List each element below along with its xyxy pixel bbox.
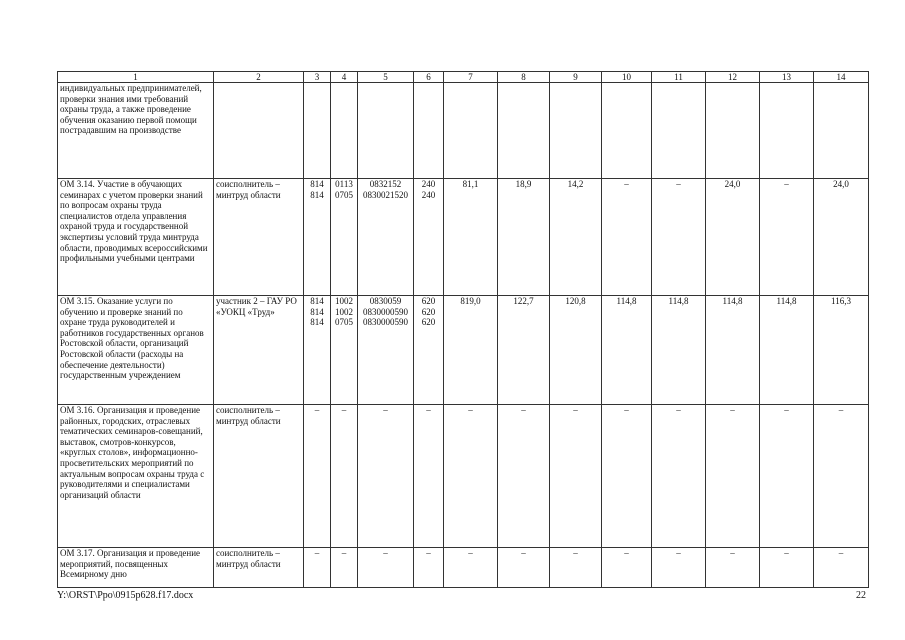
header-cell: 12 — [706, 72, 760, 83]
gr-code-cell: – — [304, 548, 331, 588]
year-value-cell — [652, 83, 706, 179]
header-cell: 6 — [414, 72, 444, 83]
gr-code-cell: – — [304, 405, 331, 548]
year-value-cell: 14,2 — [550, 179, 602, 296]
code-line: 0832152 — [369, 179, 402, 189]
year-value-cell: – — [602, 548, 652, 588]
measure-name-cell: ОМ 3.16. Организация и проведение районных, городских, отраслевых тематических семинаров-совещаний, выставок, смотров-конкурсов, «круглых столов», информационно-просветительских мероприятий по актуальным вопросам охраны труда с руководителями и специалистами организаций области — [58, 405, 214, 548]
code-line: 240 — [421, 189, 436, 200]
target-code-cell: – — [358, 405, 414, 548]
year-value-cell — [498, 83, 550, 179]
code-line: 0830059 — [369, 296, 402, 306]
gr-code-cell — [304, 179, 331, 296]
measure-name-cell: индивидуальных предпринимателей, проверки знания ими требований охраны труда, а также проведение обучения оказанию первой помощи пострадавшим на производстве — [58, 83, 214, 179]
code-line: 1002 — [335, 296, 353, 306]
year-value-cell: 116,3 — [814, 296, 869, 405]
header-cell: 7 — [444, 72, 498, 83]
gr-code-cell — [304, 83, 331, 179]
header-cell: 1 — [58, 72, 214, 83]
table-row — [58, 405, 869, 548]
total-cell: 81,1 — [444, 179, 498, 296]
header-cell: 5 — [358, 72, 414, 83]
year-value-cell: – — [760, 179, 814, 296]
year-value-cell — [602, 83, 652, 179]
year-value-cell: – — [652, 405, 706, 548]
total-cell: – — [444, 548, 498, 588]
header-cell: 10 — [602, 72, 652, 83]
header-cell: 4 — [331, 72, 358, 83]
section-code-cell: – — [331, 548, 358, 588]
code-line: 0113 — [335, 179, 353, 189]
executor-cell: соисполнитель – минтруд области — [214, 548, 304, 588]
code-line: 1002 — [335, 306, 353, 317]
total-cell: – — [444, 405, 498, 548]
year-value-cell — [706, 83, 760, 179]
budget-table — [57, 71, 869, 588]
file-path-footer: Y:\ORST\Ppo\0915p628.f17.docx — [57, 590, 194, 601]
executor-cell — [214, 83, 304, 179]
header-cell: 8 — [498, 72, 550, 83]
year-value-cell: 114,8 — [706, 296, 760, 405]
table-row — [58, 548, 869, 588]
table-row — [58, 179, 869, 296]
code-line: 620 — [421, 296, 436, 306]
year-value-cell: 114,8 — [760, 296, 814, 405]
header-cell: 2 — [214, 72, 304, 83]
year-value-cell: 114,8 — [652, 296, 706, 405]
code-line: 0830000590 — [363, 317, 408, 328]
year-value-cell: 24,0 — [706, 179, 760, 296]
year-value-cell: – — [550, 548, 602, 588]
page-number: 22 — [856, 590, 866, 601]
year-value-cell: – — [652, 179, 706, 296]
column-number-row — [58, 72, 869, 83]
year-value-cell: 114,8 — [602, 296, 652, 405]
year-value-cell — [814, 83, 869, 179]
target-code-cell — [358, 179, 414, 296]
code-line: 814 — [310, 306, 324, 317]
year-value-cell — [760, 83, 814, 179]
total-cell — [444, 83, 498, 179]
year-value-cell: – — [760, 405, 814, 548]
header-cell: 13 — [760, 72, 814, 83]
year-value-cell: 122,7 — [498, 296, 550, 405]
header-cell: 14 — [814, 72, 869, 83]
year-value-cell: – — [706, 548, 760, 588]
total-cell: 819,0 — [444, 296, 498, 405]
year-value-cell: – — [814, 548, 869, 588]
year-value-cell: – — [760, 548, 814, 588]
year-value-cell: – — [498, 405, 550, 548]
year-value-cell: – — [652, 548, 706, 588]
target-code-cell — [358, 296, 414, 405]
year-value-cell: – — [602, 179, 652, 296]
year-value-cell: 120,8 — [550, 296, 602, 405]
table-row — [58, 83, 869, 179]
header-cell: 11 — [652, 72, 706, 83]
code-line: 814 — [310, 179, 324, 189]
header-cell: 9 — [550, 72, 602, 83]
section-code-cell — [331, 83, 358, 179]
year-value-cell: – — [498, 548, 550, 588]
expense-type-cell: – — [414, 405, 444, 548]
code-line: 620 — [421, 317, 436, 328]
table-row — [58, 296, 869, 405]
executor-cell: участник 2 – ГАУ РО «УОКЦ «Труд» — [214, 296, 304, 405]
code-line: 0705 — [335, 317, 353, 328]
year-value-cell: – — [550, 405, 602, 548]
year-value-cell: 18,9 — [498, 179, 550, 296]
expense-type-cell — [414, 83, 444, 179]
measure-name-cell: ОМ 3.15. Оказание услуги по обучению и проверке знаний по охране труда руководителей и работников государственных органов Ростовской области, организаций Ростовской области (расходы на обеспечение деятельности) государственным учреждением — [58, 296, 214, 405]
code-line: 0830021520 — [363, 189, 408, 200]
measure-name-cell: ОМ 3.14. Участие в обучающих семинарах с учетом проверки знаний по вопросам охраны труда специалистов отдела управления охраной труда и государственной экспертизы условий труда минтруда области, проводимых всероссийскими профильными учебными центрами — [58, 179, 214, 296]
year-value-cell — [550, 83, 602, 179]
executor-cell: соисполнитель – минтруд области — [214, 179, 304, 296]
section-code-cell — [331, 179, 358, 296]
target-code-cell: – — [358, 548, 414, 588]
year-value-cell: 24,0 — [814, 179, 869, 296]
code-line: 814 — [310, 189, 324, 200]
year-value-cell: – — [814, 405, 869, 548]
code-line: 620 — [421, 306, 436, 317]
gr-code-cell — [304, 296, 331, 405]
expense-type-cell — [414, 179, 444, 296]
code-line: 240 — [421, 179, 436, 189]
year-value-cell: – — [602, 405, 652, 548]
code-line: 814 — [310, 296, 324, 306]
code-line: 0830000590 — [363, 306, 408, 317]
expense-type-cell: – — [414, 548, 444, 588]
code-line: 814 — [310, 317, 324, 328]
measure-name-cell: ОМ 3.17. Организация и проведение мероприятий, посвященных Всемирному дню — [58, 548, 214, 588]
code-line: 0705 — [335, 189, 353, 200]
executor-cell: соисполнитель – минтруд области — [214, 405, 304, 548]
expense-type-cell — [414, 296, 444, 405]
section-code-cell: – — [331, 405, 358, 548]
section-code-cell — [331, 296, 358, 405]
year-value-cell: – — [706, 405, 760, 548]
target-code-cell — [358, 83, 414, 179]
header-cell: 3 — [304, 72, 331, 83]
